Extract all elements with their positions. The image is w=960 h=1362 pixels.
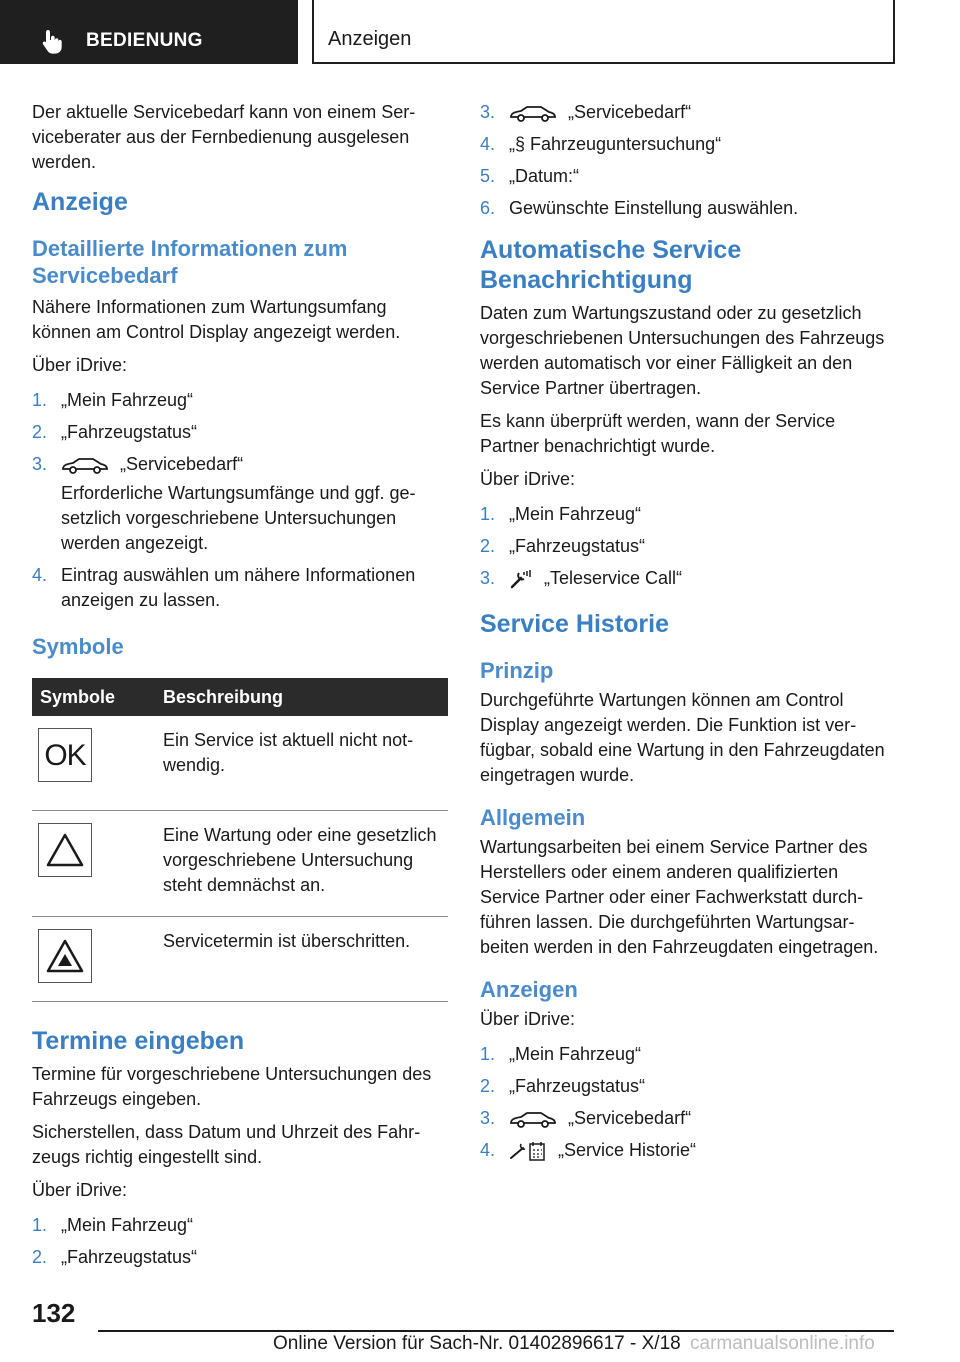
table-cell: Ein Service ist aktuell nicht notwendig. — [155, 716, 448, 811]
warning-triangle-filled-icon — [38, 929, 92, 983]
heading-automatische-service: Automatische Service Benachrichtigung — [480, 236, 742, 294]
list-item: 2. „Fahrzeugstatus“ — [32, 422, 198, 442]
list-item: 2. „Fahrzeugstatus“ — [32, 1247, 198, 1267]
list-item: 1. „Mein Fahrzeug“ — [32, 1215, 194, 1235]
table-cell: Eine Wartung oder eine gesetzlich vorgeschriebene Untersuchung steht demnächst an. — [155, 811, 448, 917]
left-column — [32, 100, 448, 1277]
list-item: 3. „Servicebedarf“ — [32, 454, 244, 474]
footer-divider — [98, 1330, 894, 1332]
car-icon — [509, 104, 557, 122]
termine-text-1: Termine für vorgeschriebene Untersuchungen des Fahrzeugs eingeben. — [32, 1064, 432, 1109]
column-header: Symbole — [32, 678, 155, 716]
list-item: 5. „Datum:“ — [480, 166, 580, 186]
heading-allgemein: Allgemein — [480, 805, 586, 830]
list-item: 2. „Fahrzeugstatus“ — [480, 1076, 646, 1096]
table-row — [32, 917, 448, 1002]
heading-detail: Detaillierte Informationen zum Servicebedarf — [32, 236, 348, 288]
list-item: 3. „Teleservice Call“ — [480, 568, 683, 588]
car-icon — [509, 1110, 557, 1128]
auto-text-1: Daten zum Wartungszustand oder zu gesetzlich vorgeschriebenen Untersuchungen des Fahrzeugs werden automatisch vor einer Fälligkeit an den Service Partner übertragen. — [480, 303, 885, 398]
prinzip-text: Durchgeführte Wartungen können am Control Display angezeigt werden. Die Funktion ist verfügbar, sobald eine Wartung in den Fahrzeugdaten eingetragen wurde. — [480, 690, 885, 785]
idrive-label: Über iDrive: — [32, 1180, 128, 1200]
list-item: 2. „Fahrzeugstatus“ — [480, 536, 646, 556]
symbol-table — [32, 678, 448, 1002]
chapter-header — [312, 0, 895, 64]
list-item: 4. Eintrag auswählen um nähere Informationen anzeigen zu lassen. — [32, 565, 416, 610]
step3-note: Erforderliche Wartungsumfänge und ggf. gesetzlich vorgeschriebene Untersuchungen werden angezeigt. — [61, 483, 416, 553]
termine-text-2: Sicherstellen, dass Datum und Uhrzeit des Fahrzeugs richtig eingestellt sind. — [32, 1122, 421, 1167]
heading-service-historie: Service Historie — [480, 610, 669, 638]
section-label: BEDIENUNG — [86, 30, 203, 51]
heading-anzeigen: Anzeigen — [480, 977, 578, 1002]
wrench-signal-icon — [509, 569, 531, 589]
list-item: 3. „Servicebedarf“ — [480, 102, 692, 122]
warning-triangle-icon — [38, 823, 92, 877]
table-cell: Servicetermin ist überschritten. — [155, 917, 448, 1002]
detail-text: Nähere Informationen zum Wartungsumfang können am Control Display angezeigt werden. — [32, 297, 401, 342]
allgemein-text: Wartungsarbeiten bei einem Service Partner des Herstellers oder einem anderen qualifizierten Service Partner oder einer Fachwerkstatt durchführen lassen. Die durchgeführten Wartungsarbeiten werden in den Fahrzeugdaten eingetragen. — [480, 837, 879, 957]
watermark: carmanualsonline.info — [690, 1333, 875, 1354]
heading-symbole: Symbole — [32, 634, 124, 659]
idrive-label: Über iDrive: — [480, 1009, 576, 1029]
list-item: 6. Gewünschte Einstellung auswählen. — [480, 198, 799, 218]
ok-icon: OK — [38, 728, 92, 782]
column-header: Beschreibung — [155, 678, 448, 716]
right-column — [480, 100, 892, 1170]
list-item: 1. „Mein Fahrzeug“ — [480, 1044, 642, 1064]
heading-anzeige: Anzeige — [32, 188, 128, 216]
service-history-icon — [509, 1140, 547, 1162]
car-icon — [61, 456, 109, 474]
chapter-title: Anzeigen — [328, 28, 412, 50]
list-item: 1. „Mein Fahrzeug“ — [480, 504, 642, 524]
heading-prinzip: Prinzip — [480, 658, 554, 683]
auto-text-2: Es kann überprüft werden, wann der Service Partner benachrichtigt wurde. — [480, 411, 836, 456]
list-item: 3. „Servicebedarf“ — [480, 1108, 692, 1128]
idrive-label: Über iDrive: — [480, 469, 576, 489]
table-header-row — [32, 678, 448, 716]
footer-text: Online Version für Sach-Nr. 01402896617 - X/18 — [273, 1333, 681, 1354]
list-item: 1. „Mein Fahrzeug“ — [32, 390, 194, 410]
section-tab — [0, 0, 298, 64]
page-number: 132 — [32, 1298, 76, 1328]
list-item: 4. „Service Historie“ — [480, 1138, 892, 1163]
intro-text: Der aktuelle Servicebedarf kann von einem Serviceberater aus der Fernbedienung ausgelesen werden. — [32, 102, 416, 172]
list-item: 4. „§ Fahrzeuguntersuchung“ — [480, 134, 722, 154]
table-row — [32, 811, 448, 917]
heading-termine: Termine eingeben — [32, 1027, 245, 1055]
idrive-label: Über iDrive: — [32, 355, 128, 375]
hand-pointer-icon — [40, 28, 64, 54]
table-row — [32, 716, 448, 811]
